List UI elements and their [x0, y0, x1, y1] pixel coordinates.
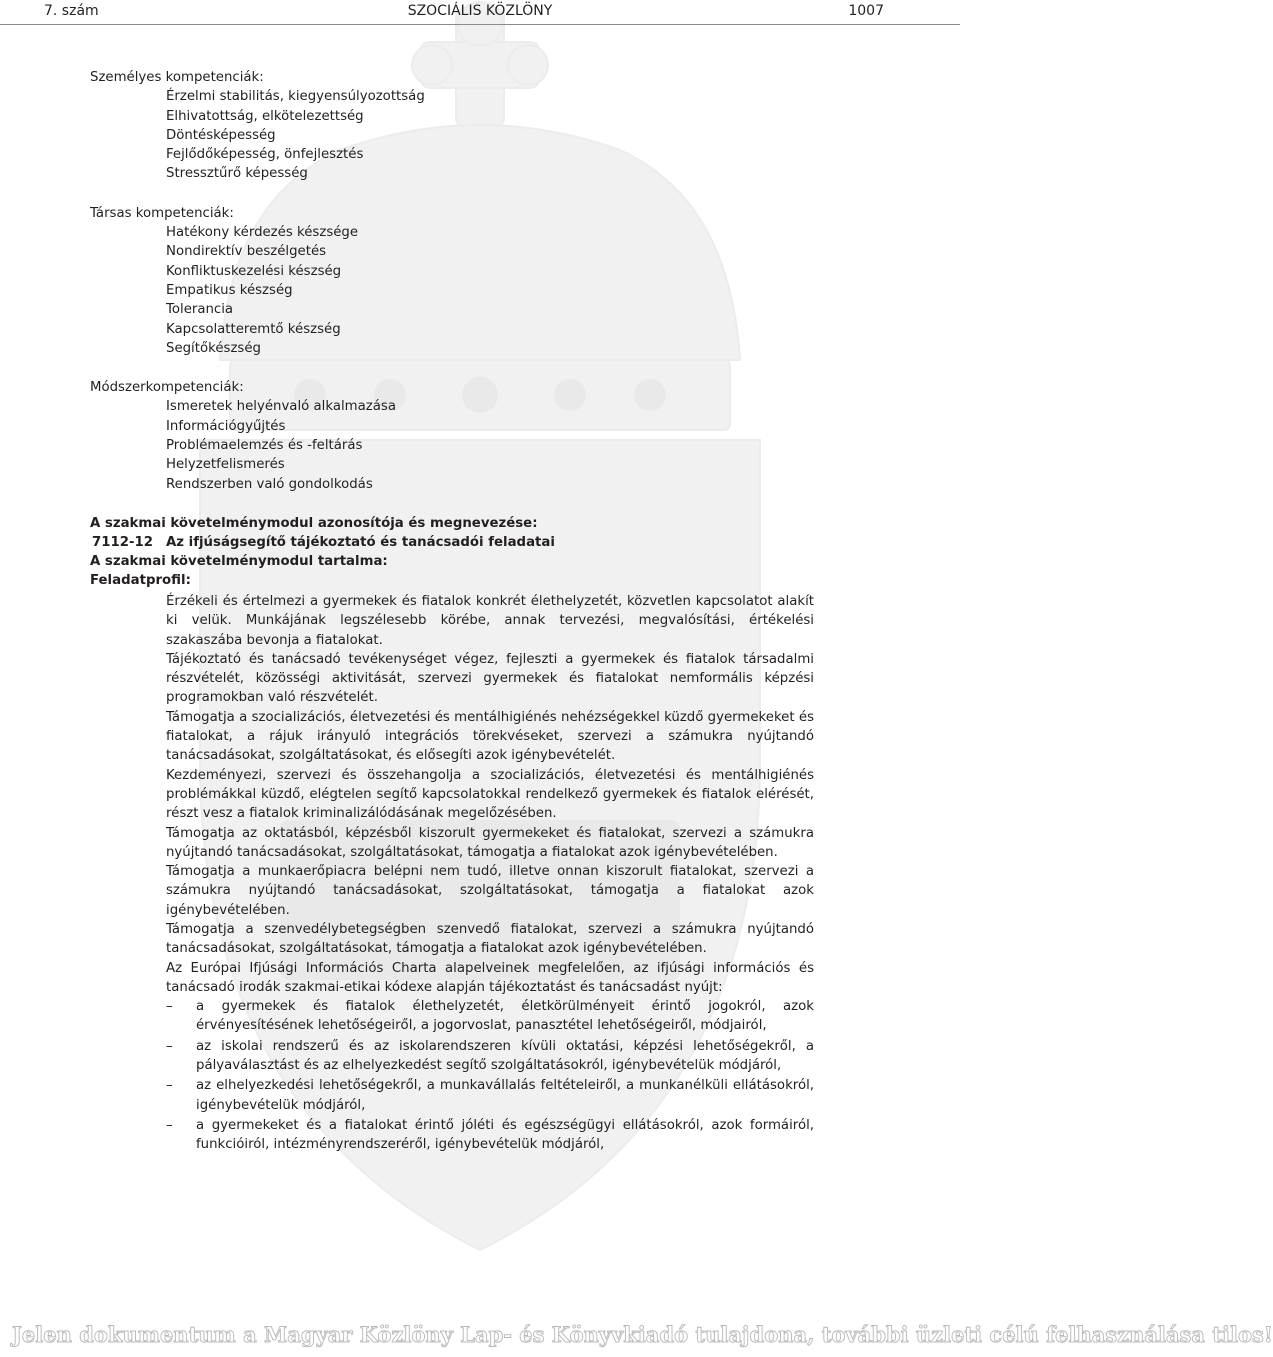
dash-bullet-icon: – [166, 999, 173, 1015]
information-topics-list [90, 997, 814, 1154]
task-paragraph: Kezdeményezi, szervezi és összehangolja a szocializációs, életvezetési és mentálhigiénés problémákkal küzdő, elégtelen segítő kapcsolatokkal rendelkező gyermekek és fiatalok elérését, részt vesz a fiatalok kriminalizálódásának megelőzésében. [166, 767, 814, 822]
section-label: Személyes kompetenciák: [90, 70, 264, 85]
list-item-text: a gyermekeket és a fiatalokat érintő jóléti és egészségügyi ellátásokról, azok formáiról, funkcióiról, intézményrendszeréről, igénybevételük módjáról, [196, 1117, 814, 1153]
section-label: Módszerkompetenciák: [90, 380, 244, 396]
list-item: Elhivatottság, elkötelezettség [166, 108, 364, 124]
list-item: Információgyűjtés [166, 418, 286, 434]
task-paragraph: Tájékoztató és tanácsadó tevékenységet végez, fejleszti a gyermekek és fiatalok társadalmi részvételét, közösségi aktivitását, szervezi gyermekek és fiatalokat nemformális képzési programokban való részvételét. [166, 651, 814, 706]
list-item: Érzelmi stabilitás, kiegyensúlyozottság [166, 89, 425, 105]
dash-bullet-icon: – [166, 1038, 173, 1054]
list-item [166, 997, 814, 1036]
list-item: Stressztűrő képesség [166, 166, 308, 182]
list-item: Helyzetfelismerés [166, 457, 285, 473]
dash-bullet-icon: – [166, 1078, 173, 1094]
module-name: Az ifjúságsegítő tájékoztató és tanácsadói feladatai [166, 534, 555, 550]
module-id-heading: A szakmai követelménymodul azonosítója és megnevezése: [90, 515, 538, 531]
competency-section-social [90, 204, 814, 358]
list-item [166, 1037, 814, 1076]
task-paragraph: Támogatja a munkaerőpiacra belépni nem tudó, illetve onnan kiszorult fiatalokat, szervezi a számukra nyújtandó tanácsadásokat, szolgáltatásokat, támogatja a fiatalokat azok igénybevételében. [166, 864, 814, 918]
list-item: Konfliktuskezelési készség [166, 263, 342, 279]
module-code: 7112-12 [92, 534, 154, 550]
list-item: Döntésképesség [166, 127, 276, 143]
section-label: Társas kompetenciák: [90, 205, 234, 221]
list-item: Rendszerben való gondolkodás [166, 476, 373, 492]
journal-title: SZOCIÁLIS KÖZLÖNY [407, 3, 553, 19]
copyright-watermark: Jelen dokumentum a Magyar Közlöny Lap- és Könyvkiadó tulajdona, további üzleti célú felhasználása tilos! [12, 1322, 1273, 1347]
competency-list [90, 223, 814, 358]
document-body [90, 68, 814, 1156]
module-code-line [90, 533, 814, 552]
list-item-text: az elhelyezkedési lehetőségekről, a munkavállalás feltételeiről, a munkanélküli ellátásokról, igénybevételük módjáról, [196, 1078, 814, 1113]
competency-list [90, 87, 814, 183]
page-number: 1007 [848, 3, 884, 19]
competency-section-method [90, 378, 814, 494]
competency-section-personal [90, 68, 814, 184]
list-item: Problémaelemzés és -feltárás [166, 438, 363, 454]
task-profile-heading: Feladatprofil: [90, 572, 191, 588]
list-item: Fejlődőképesség, önfejlesztés [166, 147, 364, 163]
module-content-heading: A szakmai követelménymodul tartalma: [90, 553, 388, 569]
page-header [0, 0, 960, 25]
list-item: Segítőkészség [166, 340, 261, 356]
task-paragraph: Támogatja az oktatásból, képzésből kiszorult gyermekeket és fiatalokat, szervezi a számukra nyújtandó tanácsadásokat, szolgáltatásokat, támogatja a fiatalokat azok igénybevételében. [166, 825, 814, 860]
issue-number: 7. szám [44, 3, 99, 19]
task-paragraph: Érzékeli és értelmezi a gyermekek és fiatalok konkrét élethelyzetét, közvetlen kapcsolatot alakít ki velük. Munkájának legszélesebb körébe, annak tervezési, megvalósítási, értékelési szakaszába bevonja a fiatalokat. [166, 593, 814, 648]
dash-bullet-icon: – [166, 1117, 173, 1133]
task-profile [90, 592, 814, 997]
task-paragraph: Támogatja a szocializációs, életvezetési és mentálhigiénés nehézségekkel küzdő gyermekeket és fiatalokat, a rájuk irányuló integrációs törekvéseket, szervezi a számukra nyújtandó tanácsadásokat, szolgáltatásokat, és elősegíti azok igénybevételét. [166, 709, 814, 764]
list-item: Tolerancia [166, 302, 234, 318]
list-item-text: az iskolai rendszerű és az iskolarendszeren kívüli oktatási, képzési lehetőségekről, a pályaválasztást és az elhelyezkedést segítő szolgáltatásokról, igénybevételük módjáról, [196, 1038, 814, 1074]
list-item: Nondirektív beszélgetés [166, 244, 327, 260]
task-paragraph: Az Európai Ifjúsági Információs Charta alapelveinek megfelelően, az ifjúsági információs és tanácsadó irodák szakmai-etikai kódexe alapján tájékoztatást és tanácsadást nyújt: [166, 960, 814, 995]
list-item: Empatikus készség [166, 282, 293, 298]
list-item [166, 1076, 814, 1115]
list-item [166, 1116, 814, 1155]
competency-list [90, 397, 814, 493]
list-item: Kapcsolatteremtő készség [166, 321, 341, 337]
task-paragraph: Támogatja a szenvedélybetegségben szenvedő fiatalokat, szervezi a számukra nyújtandó tanácsadásokat, szolgáltatásokat, támogatja a fiatalokat azok igénybevételében. [166, 921, 814, 957]
list-item: Ismeretek helyénvaló alkalmazása [166, 399, 396, 415]
list-item: Hatékony kérdezés készsége [166, 225, 359, 241]
list-item-text: a gyermekek és fiatalok élethelyzetét, életkörülményeit érintő jogokról, azok érvényesítésének lehetőségeiről, a jogorvoslat, panasztétel lehetőségeiről, módjairól, [196, 999, 814, 1034]
